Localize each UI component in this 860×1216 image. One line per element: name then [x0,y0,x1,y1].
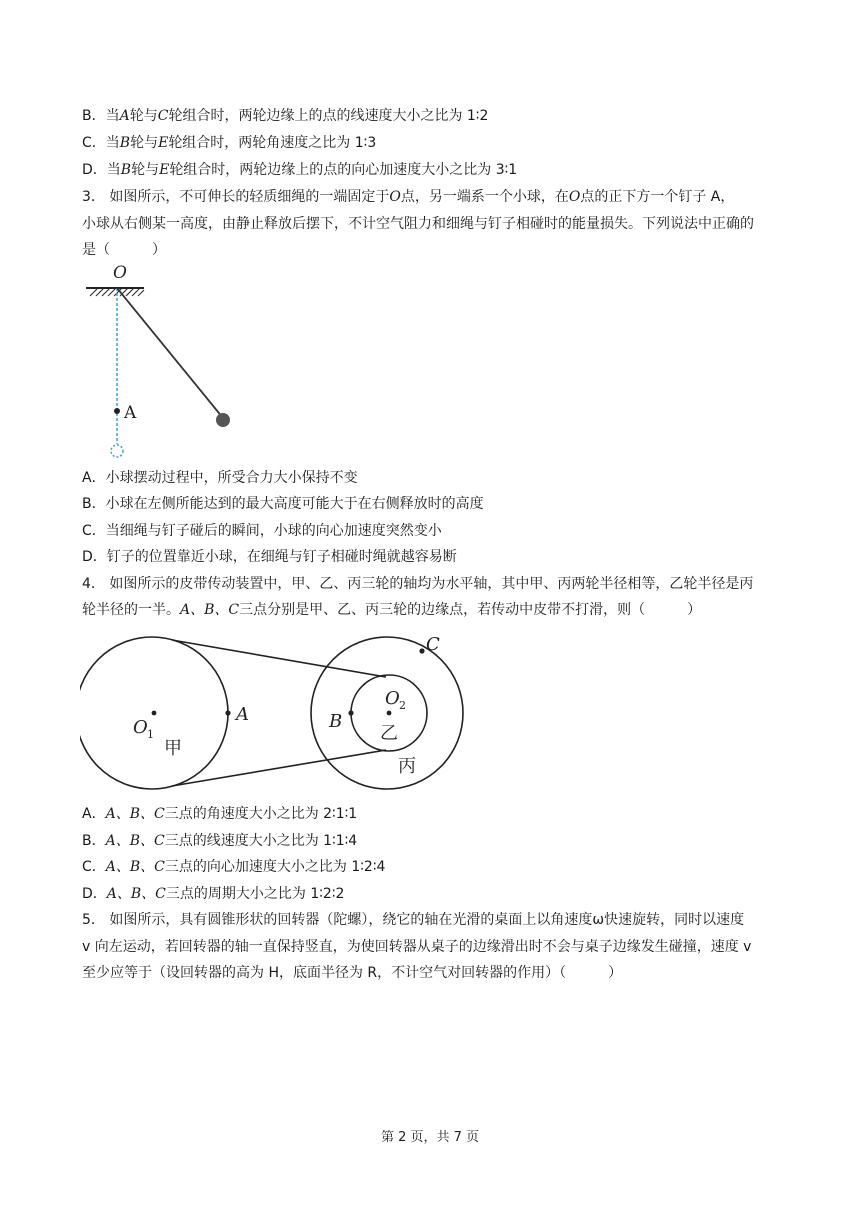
q3-stem-line2: 小球从右侧某一高度，由静止释放后摆下，不计空气阻力和细绳与钉子相碰时的能量损失。下列说法中正确的 [82,216,754,232]
q4-label-o2-sub: 2 [399,699,406,712]
q4-option-a [82,804,357,824]
q4-option-a-rest: 三点的角速度大小之比为 2∶1∶1 [164,806,358,822]
q3-point-o: O [389,189,401,205]
q3-option-c: C．当细绳与钉子碰后的瞬间，小球的向心加速度突然变小 [82,523,442,539]
q2-option-b-wheel1: A [119,108,130,124]
point-a [225,710,230,715]
q2-option-c-prefix: C．当 [82,135,120,151]
point-b [348,710,353,715]
q5-stem-line1: 5． 如图所示，具有圆锥形状的回转器（陀螺），绕它的轴在光滑的桌面上以角速度ω快速旋转，同时以速度 [82,912,745,928]
q4-option-b-prefix: B． [82,833,106,849]
q2-option-b-rest: 轮组合时，两轮边缘上的点的线速度大小之比为 1∶2 [168,108,489,124]
q4-option-d-points: A、B、C [106,886,166,902]
q3-option-d: D．钉子的位置靠近小球，在细绳与钉子相碰时绳就越容易断 [82,549,457,565]
q4-option-a-prefix: A． [82,806,106,822]
page-footer: 第 2 页，共 7 页 [380,1130,480,1145]
q3-stem-part3: 点的正下方一个钉子 A， [580,189,735,205]
q4-option-d-rest: 三点的周期大小之比为 1∶2∶2 [165,886,345,902]
q3-stem-part1: 3． 如图所示，不可伸长的轻质细绳的一端固定于 [82,189,390,205]
q4-label-jia: 甲 [164,738,182,759]
q5-stem-line3: 至少应等于（设回转器的高为 H，底面半径为 R，不计空气对回转器的作用）（ ） [82,965,623,981]
ceiling [86,288,144,296]
q4-belt-figure [80,626,480,796]
q4-option-c [82,857,385,877]
q2-option-c-wheel2: E [158,135,169,151]
q4-option-c-rest: 三点的向心加速度大小之比为 1∶2∶4 [164,859,386,875]
q3-option-b: B．小球在左侧所能达到的最大高度可能大于在右侧释放时的高度 [82,496,484,512]
q2-option-d-wheel2: E [159,162,170,178]
q2-option-b-prefix: B．当 [82,108,120,124]
q3-stem-part2: 点，另一端系一个小球，在 [400,189,569,205]
q2-option-c-wheel1: B [119,135,131,151]
q4-option-c-prefix: C． [82,859,106,875]
q2-option-d-wheel1: B [120,162,132,178]
q2-option-d-prefix: D．当 [82,162,121,178]
q4-points-abc: A、B、C [180,602,240,618]
ball [216,413,230,427]
q2-option-c [82,133,376,153]
q4-option-c-points: A、B、C [105,859,165,875]
q3-stem-line1 [82,187,734,207]
q2-option-b-wheel2: C [157,108,169,124]
q4-option-b-points: A、B、C [105,833,165,849]
q3-option-a: A．小球摆动过程中，所受合力大小保持不变 [82,470,358,486]
q4-stem-line1: 4． 如图所示的皮带传动装置中，甲、乙、丙三轮的轴均为水平轴，其中甲、丙两轮半径相等，乙轮半径是丙 [82,576,754,592]
point-c [419,648,424,653]
q5-stem-line2: v 向左运动，若回转器的轴一直保持竖直，为使回转器从桌子的边缘滑出时不会与桌子边缘发生碰撞，速度 v [82,939,752,955]
center-o2 [387,711,392,716]
q4-label-c: C [426,634,440,655]
q3-stem-line3: 是（ ） [82,242,166,258]
dashed-ball-position [111,445,123,457]
q3-pendulum-figure [80,258,260,464]
q4-option-b [82,831,357,851]
q4-label-o1: O [133,717,148,738]
q4-option-a-points: A、B、C [105,806,165,822]
q4-stem-part1: 轮半径的一半。 [82,602,180,618]
nail-a [114,408,120,414]
q4-label-o1-sub: 1 [147,728,154,741]
q4-stem-line2 [82,600,701,620]
q4-option-d-prefix: D． [82,886,107,902]
q3-point-o-2: O [568,189,581,205]
q4-label-a: A [236,704,249,725]
q2-option-b-mid: 轮与 [129,108,158,124]
q4-label-b: B [329,711,343,732]
q4-label-yi: 乙 [380,723,398,744]
q3-label-o: O [113,263,127,283]
center-o1 [152,711,157,716]
q3-label-a: A [124,403,137,423]
q4-stem-part2: 三点分别是甲、乙、丙三轮的边缘点，若传动中皮带不打滑，则（ ） [239,602,702,618]
q4-label-bing: 丙 [398,756,416,777]
q4-option-d [82,884,344,904]
q2-option-d [82,160,517,180]
q4-option-b-rest: 三点的线速度大小之比为 1∶1∶4 [164,833,358,849]
q4-label-o2: O [385,688,400,709]
q2-option-d-mid: 轮与 [131,162,160,178]
q2-option-d-rest: 轮组合时，两轮边缘上的点的向心加速度大小之比为 3∶1 [169,162,518,178]
string [117,288,223,418]
q2-option-c-mid: 轮与 [130,135,159,151]
q2-option-b [82,106,488,126]
q2-option-c-rest: 轮组合时，两轮角速度之比为 1∶3 [168,135,377,151]
